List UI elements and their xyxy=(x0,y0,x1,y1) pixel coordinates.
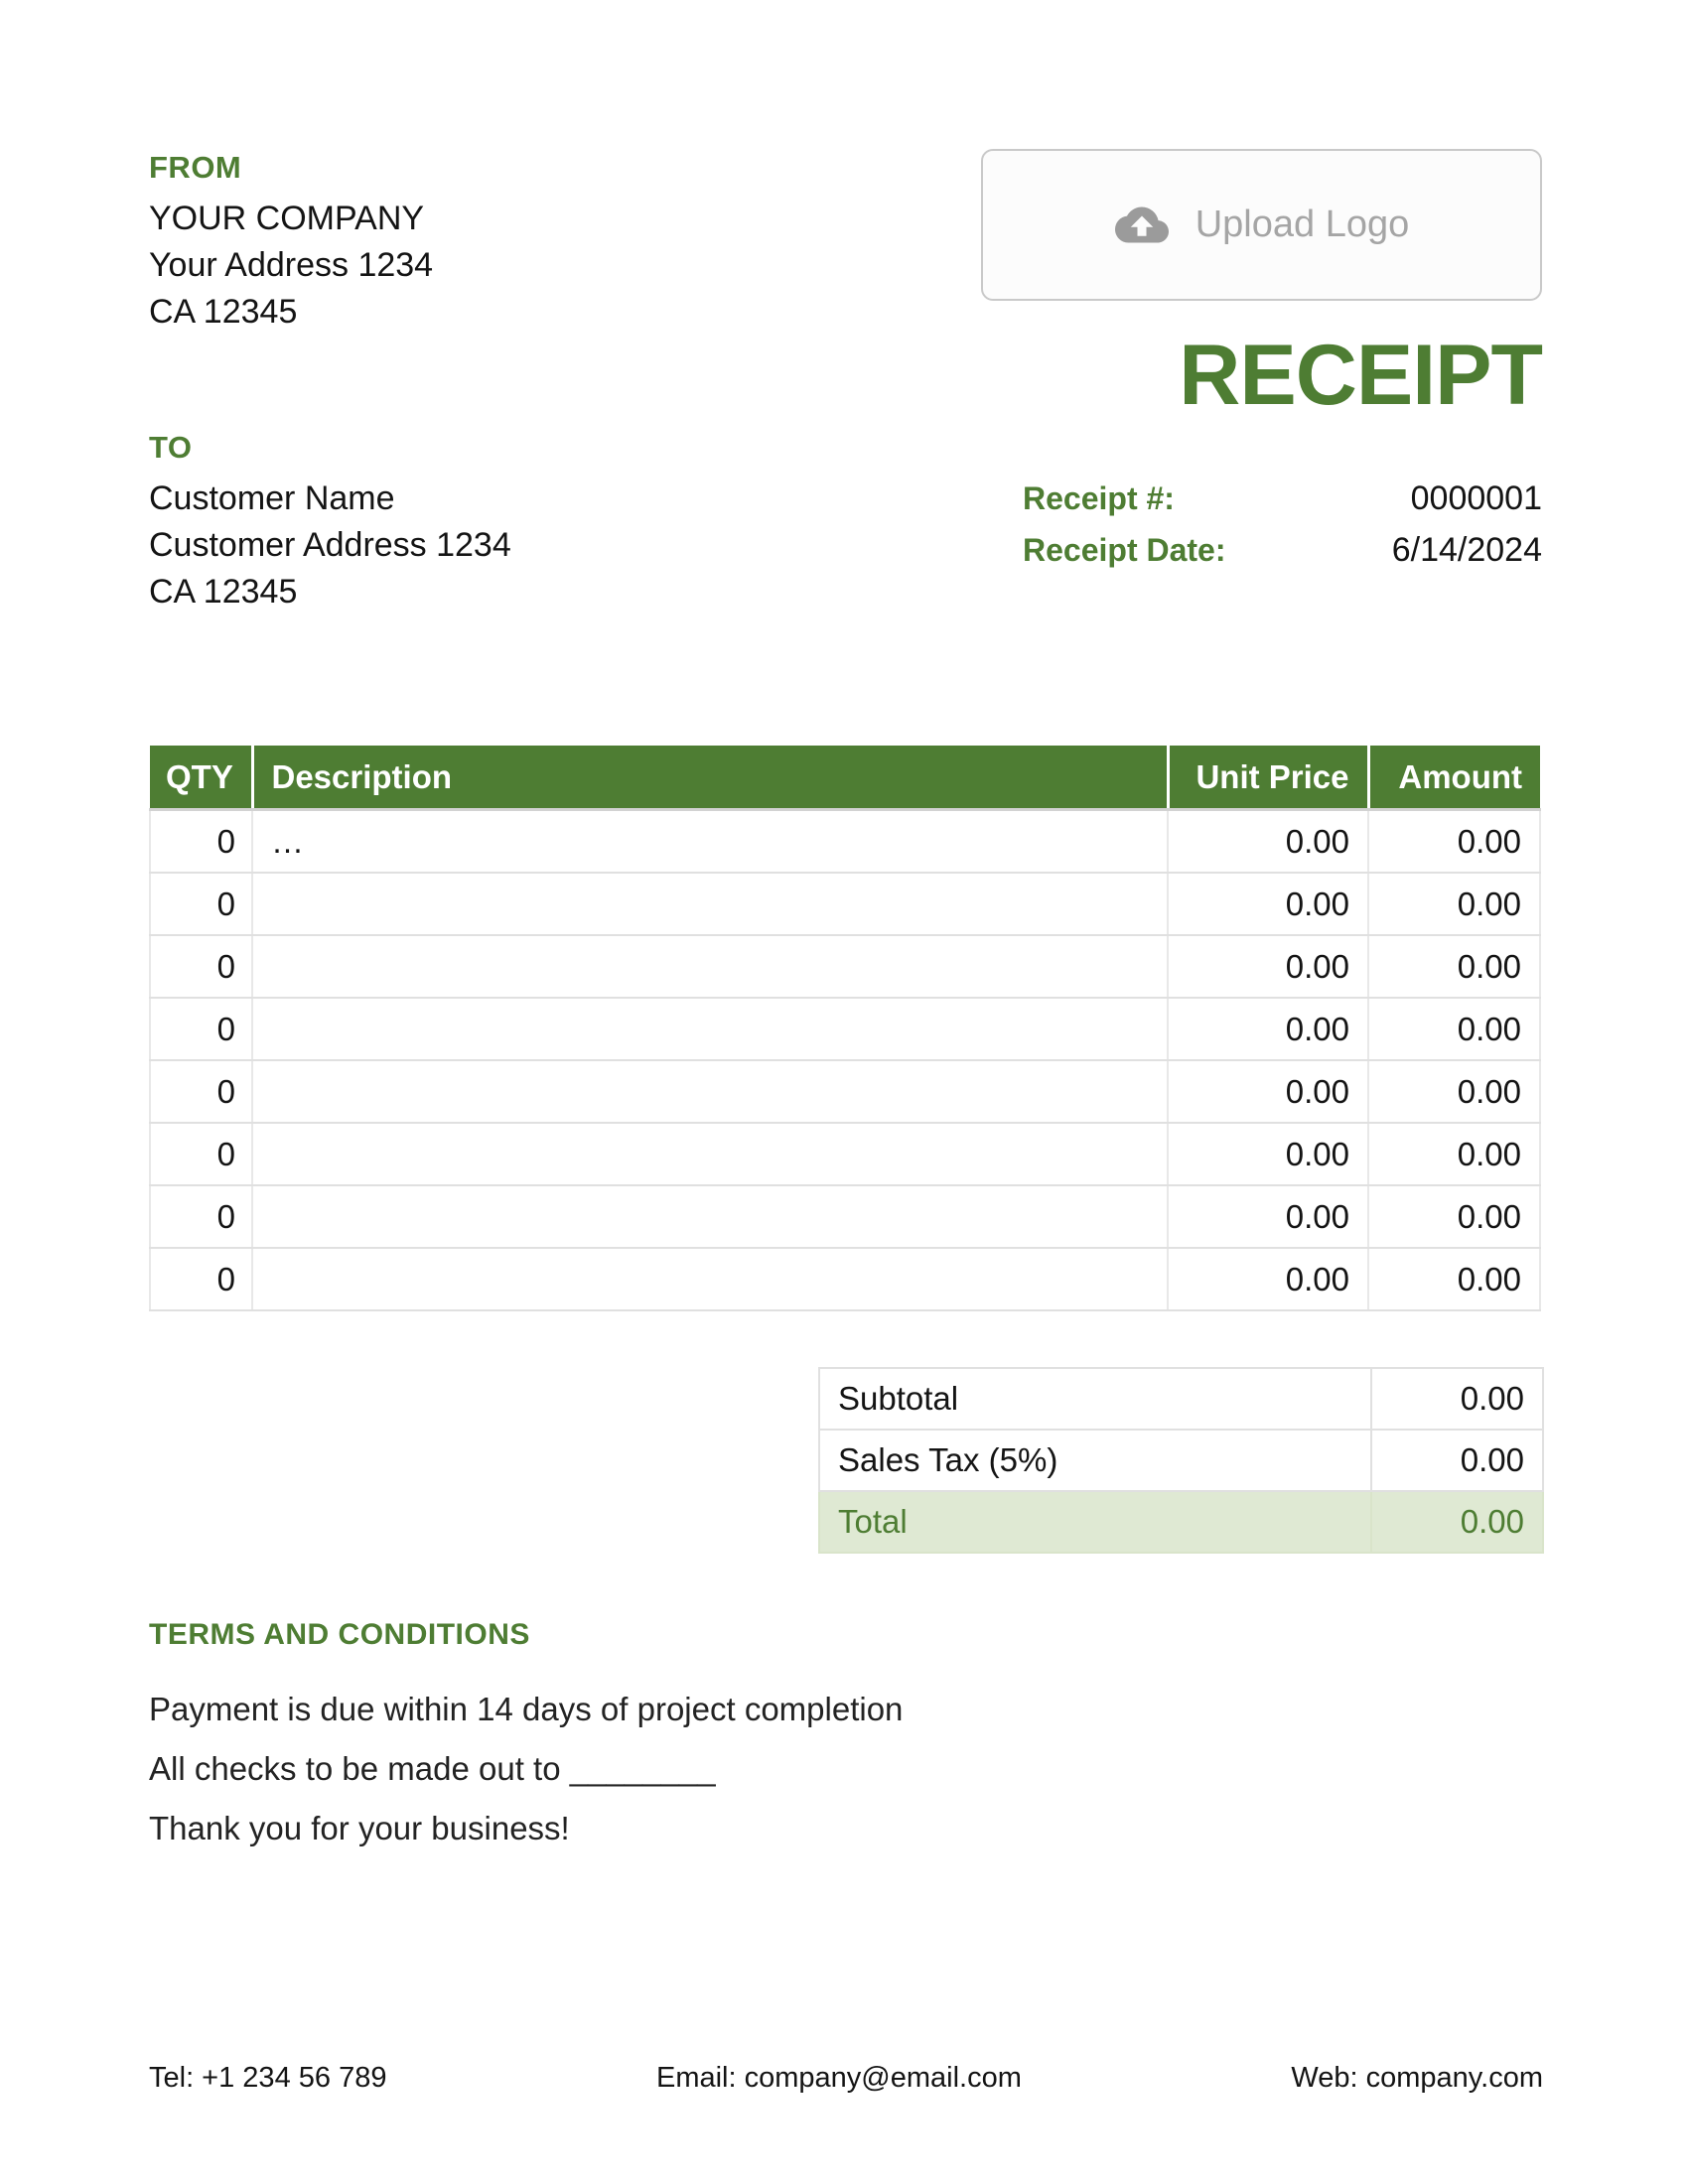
unit-price-cell[interactable]: 0.00 xyxy=(1168,1248,1368,1310)
table-row xyxy=(150,998,1540,1060)
cloud-upload-icon xyxy=(1114,203,1170,247)
qty-cell[interactable]: 0 xyxy=(150,873,252,935)
amount-cell[interactable]: 0.00 xyxy=(1368,998,1540,1060)
description-cell[interactable] xyxy=(252,1185,1168,1248)
unit-price-cell[interactable]: 0.00 xyxy=(1168,1185,1368,1248)
customer-name: Customer Name xyxy=(149,479,395,517)
items-header-row xyxy=(150,746,1540,810)
customer-city: CA 12345 xyxy=(149,573,298,611)
table-row xyxy=(150,1248,1540,1310)
description-cell[interactable] xyxy=(252,1248,1168,1310)
total-row xyxy=(819,1491,1543,1553)
amount-header: Amount xyxy=(1368,746,1540,810)
footer-tel: Tel: +1 234 56 789 xyxy=(149,2062,387,2094)
footer-web: Web: company.com xyxy=(1291,2062,1543,2094)
amount-cell[interactable]: 0.00 xyxy=(1368,810,1540,874)
sales-tax-value: 0.00 xyxy=(1371,1430,1543,1491)
qty-cell[interactable]: 0 xyxy=(150,1185,252,1248)
description-cell[interactable] xyxy=(252,873,1168,935)
subtotal-value: 0.00 xyxy=(1371,1368,1543,1430)
amount-cell[interactable]: 0.00 xyxy=(1368,1248,1540,1310)
table-row xyxy=(150,1060,1540,1123)
amount-cell[interactable]: 0.00 xyxy=(1368,1185,1540,1248)
unit-price-cell[interactable]: 0.00 xyxy=(1168,1123,1368,1185)
from-address: Your Address 1234 xyxy=(149,246,434,284)
unit-price-cell[interactable]: 0.00 xyxy=(1168,1060,1368,1123)
customer-address: Customer Address 1234 xyxy=(149,526,511,564)
terms-section xyxy=(149,1618,903,1858)
table-row xyxy=(150,1123,1540,1185)
subtotal-row xyxy=(819,1368,1543,1430)
qty-cell[interactable]: 0 xyxy=(150,1248,252,1310)
receipt-number-row xyxy=(1023,479,1542,531)
from-section xyxy=(149,149,433,336)
table-row xyxy=(150,935,1540,998)
terms-heading: TERMS AND CONDITIONS xyxy=(149,1618,530,1651)
unit-price-cell[interactable]: 0.00 xyxy=(1168,810,1368,874)
amount-cell[interactable]: 0.00 xyxy=(1368,1060,1540,1123)
unit-price-cell[interactable]: 0.00 xyxy=(1168,935,1368,998)
sales-tax-row xyxy=(819,1430,1543,1491)
receipt-number-value: 0000001 xyxy=(1410,479,1542,517)
terms-line: All checks to be made out to ________ xyxy=(149,1750,716,1787)
receipt-meta xyxy=(1023,479,1542,583)
footer-email: Email: company@email.com xyxy=(655,2062,1022,2094)
footer xyxy=(149,2062,1543,2095)
terms-line: Payment is due within 14 days of project completion xyxy=(149,1691,904,1727)
qty-cell[interactable]: 0 xyxy=(150,1123,252,1185)
unit-price-cell[interactable]: 0.00 xyxy=(1168,873,1368,935)
total-value: 0.00 xyxy=(1371,1491,1543,1553)
qty-cell[interactable]: 0 xyxy=(150,935,252,998)
receipt-date-row xyxy=(1023,531,1542,583)
qty-cell[interactable]: 0 xyxy=(150,998,252,1060)
table-row xyxy=(150,1185,1540,1248)
totals-table xyxy=(818,1367,1542,1554)
description-header: Description xyxy=(252,746,1168,810)
from-label: FROM xyxy=(149,150,242,185)
receipt-number-label: Receipt #: xyxy=(1023,480,1175,516)
to-section xyxy=(149,429,511,615)
amount-cell[interactable]: 0.00 xyxy=(1368,935,1540,998)
description-cell[interactable] xyxy=(252,1123,1168,1185)
qty-header: QTY xyxy=(150,746,252,810)
to-label: TO xyxy=(149,430,193,465)
description-cell[interactable] xyxy=(252,998,1168,1060)
amount-cell[interactable]: 0.00 xyxy=(1368,873,1540,935)
unit-price-header: Unit Price xyxy=(1168,746,1368,810)
amount-cell[interactable]: 0.00 xyxy=(1368,1123,1540,1185)
upload-logo-label: Upload Logo xyxy=(1195,204,1410,245)
qty-cell[interactable]: 0 xyxy=(150,810,252,874)
unit-price-cell[interactable]: 0.00 xyxy=(1168,998,1368,1060)
subtotal-label: Subtotal xyxy=(819,1368,1371,1430)
table-row xyxy=(150,873,1540,935)
terms-line: Thank you for your business! xyxy=(149,1810,570,1846)
description-cell[interactable] xyxy=(252,935,1168,998)
receipt-date-label: Receipt Date: xyxy=(1023,532,1226,568)
upload-logo-box[interactable] xyxy=(981,149,1542,301)
description-cell[interactable]: … xyxy=(252,810,1168,874)
sales-tax-label: Sales Tax (5%) xyxy=(819,1430,1371,1491)
page-title: RECEIPT xyxy=(1179,328,1542,423)
receipt-date-value: 6/14/2024 xyxy=(1391,531,1542,569)
from-company: YOUR COMPANY xyxy=(149,200,425,237)
description-cell[interactable] xyxy=(252,1060,1168,1123)
total-label: Total xyxy=(819,1491,1371,1553)
table-row xyxy=(150,810,1540,874)
qty-cell[interactable]: 0 xyxy=(150,1060,252,1123)
items-table xyxy=(149,746,1539,1311)
from-city: CA 12345 xyxy=(149,293,298,331)
